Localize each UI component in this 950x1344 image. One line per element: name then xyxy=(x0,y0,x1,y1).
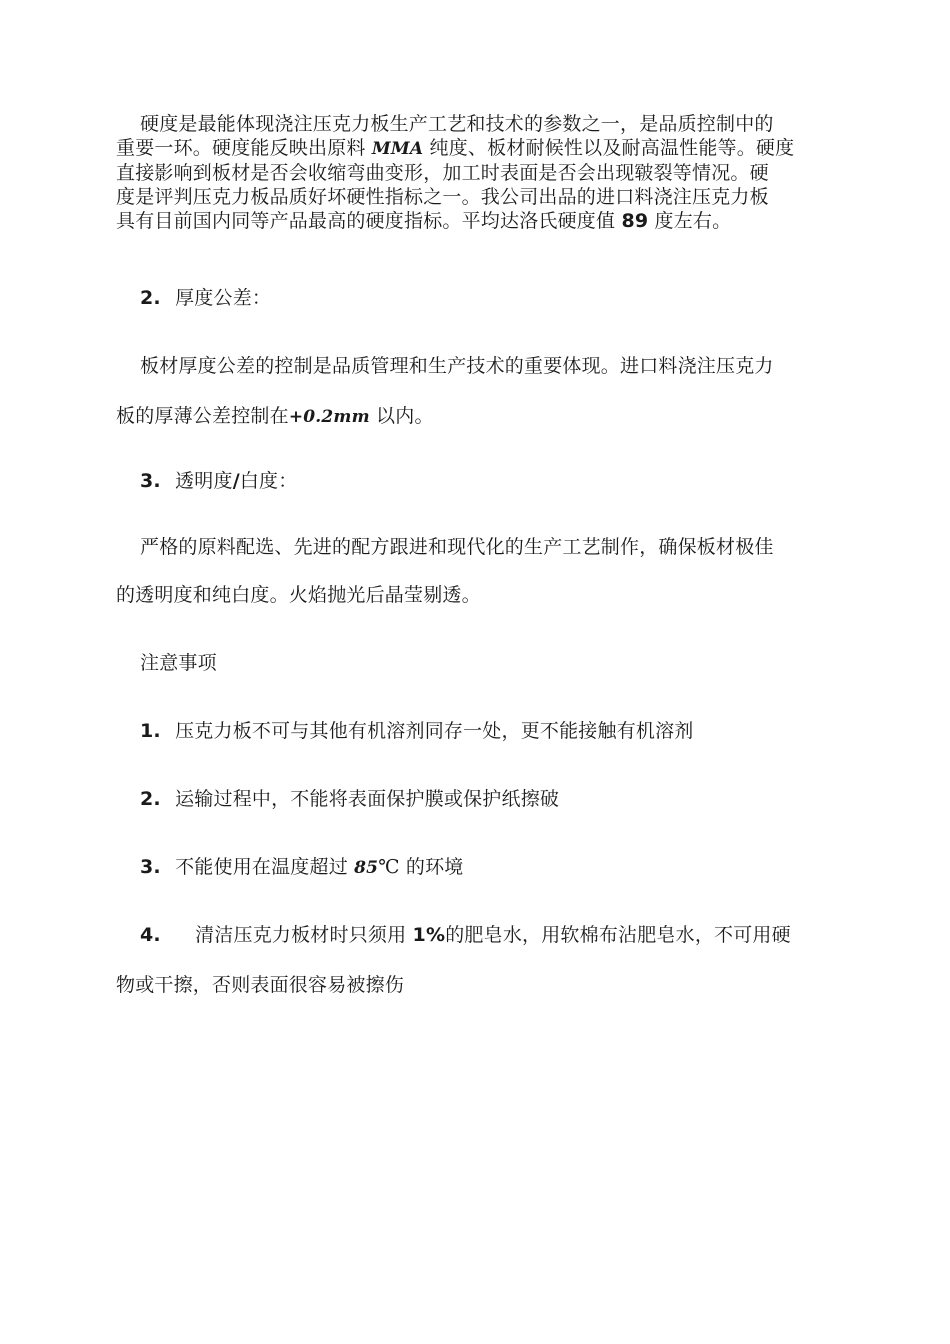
hardness-paragraph xyxy=(116,112,856,233)
hardness-line-2 xyxy=(116,136,856,161)
text-span: 硬度是最能体现浇注压克力板生产工艺和技术的参数之一，是品质控制中的 xyxy=(140,113,774,135)
text-span: 板的厚薄公差控制在 xyxy=(116,405,289,427)
tolerance-value: +0.2mm xyxy=(288,407,370,427)
text-span: 重要一环。硬度能反映出原料 xyxy=(116,137,372,159)
note-item-2 xyxy=(140,784,559,811)
item-text: 运输过程中，不能将表面保护膜或保护纸擦破 xyxy=(175,788,560,810)
item-text: 的肥皂水，用软棉布沾肥皂水，不可用硬 xyxy=(445,924,791,946)
note-item-3 xyxy=(140,852,464,879)
hardness-line-4 xyxy=(116,185,856,209)
hardness-line-1 xyxy=(116,112,856,136)
item-number: 3. xyxy=(140,856,161,878)
section-title: 厚度公差： xyxy=(175,287,272,309)
text-span: 的透明度和纯白度。火焰抛光后晶莹剔透。 xyxy=(116,584,481,606)
note-item-4-line-2 xyxy=(116,970,404,997)
text-span: 以内。 xyxy=(369,405,434,427)
mma-term: MMA xyxy=(371,139,424,159)
note-item-4 xyxy=(140,920,791,947)
text-span: 具有目前国内同等产品最高的硬度指标。平均达洛氏硬度值 xyxy=(116,210,622,232)
text-span: 度左右。 xyxy=(648,210,732,232)
text-span: 直接影响到板材是否会收缩弯曲变形，加工时表面是否会出现皲裂等情况。硬 xyxy=(116,162,769,184)
section-title: 透明度 xyxy=(175,470,233,492)
hardness-value: 89 xyxy=(621,210,649,232)
text-span: 严格的原料配选、先进的配方跟进和现代化的生产工艺制作，确保板材极佳 xyxy=(140,536,774,558)
item-number: 2. xyxy=(140,788,161,810)
item-text: 压克力板不可与其他有机溶剂同存一处，更不能接触有机溶剂 xyxy=(175,720,694,742)
section-number: 3. xyxy=(140,470,161,492)
note-item-1 xyxy=(140,716,694,743)
notes-heading xyxy=(140,648,217,675)
notes-title: 注意事项 xyxy=(140,652,217,674)
section-number: 2. xyxy=(140,287,161,309)
slash: / xyxy=(232,470,240,492)
transparency-line-2 xyxy=(116,580,481,607)
hardness-line-5 xyxy=(116,209,856,233)
hardness-line-3 xyxy=(116,161,856,185)
item-text: 物或干擦，否则表面很容易被擦伤 xyxy=(116,974,405,996)
percentage-value: 1% xyxy=(412,924,446,946)
text-span: 板材厚度公差的控制是品质管理和生产技术的重要体现。进口料浇注压克力 xyxy=(140,355,774,377)
text-span: 纯度、板材耐候性以及耐高温性能等。硬度 xyxy=(423,137,795,159)
item-text: 清洁压克力板材时只须用 xyxy=(195,924,413,946)
thickness-heading xyxy=(140,283,271,310)
transparency-line-1 xyxy=(140,532,774,559)
item-text: ℃ 的环境 xyxy=(378,856,464,878)
thickness-line-1 xyxy=(140,351,774,378)
thickness-line-2 xyxy=(116,401,434,428)
item-text: 不能使用在温度超过 xyxy=(175,856,355,878)
text-span: 度是评判压克力板品质好坏硬性指标之一。我公司出品的进口料浇注压克力板 xyxy=(116,186,769,208)
section-title: 白度： xyxy=(239,470,298,492)
transparency-heading xyxy=(140,466,297,493)
item-number: 4. xyxy=(140,924,161,946)
item-number: 1. xyxy=(140,720,161,742)
temperature-value: 85 xyxy=(354,858,379,878)
